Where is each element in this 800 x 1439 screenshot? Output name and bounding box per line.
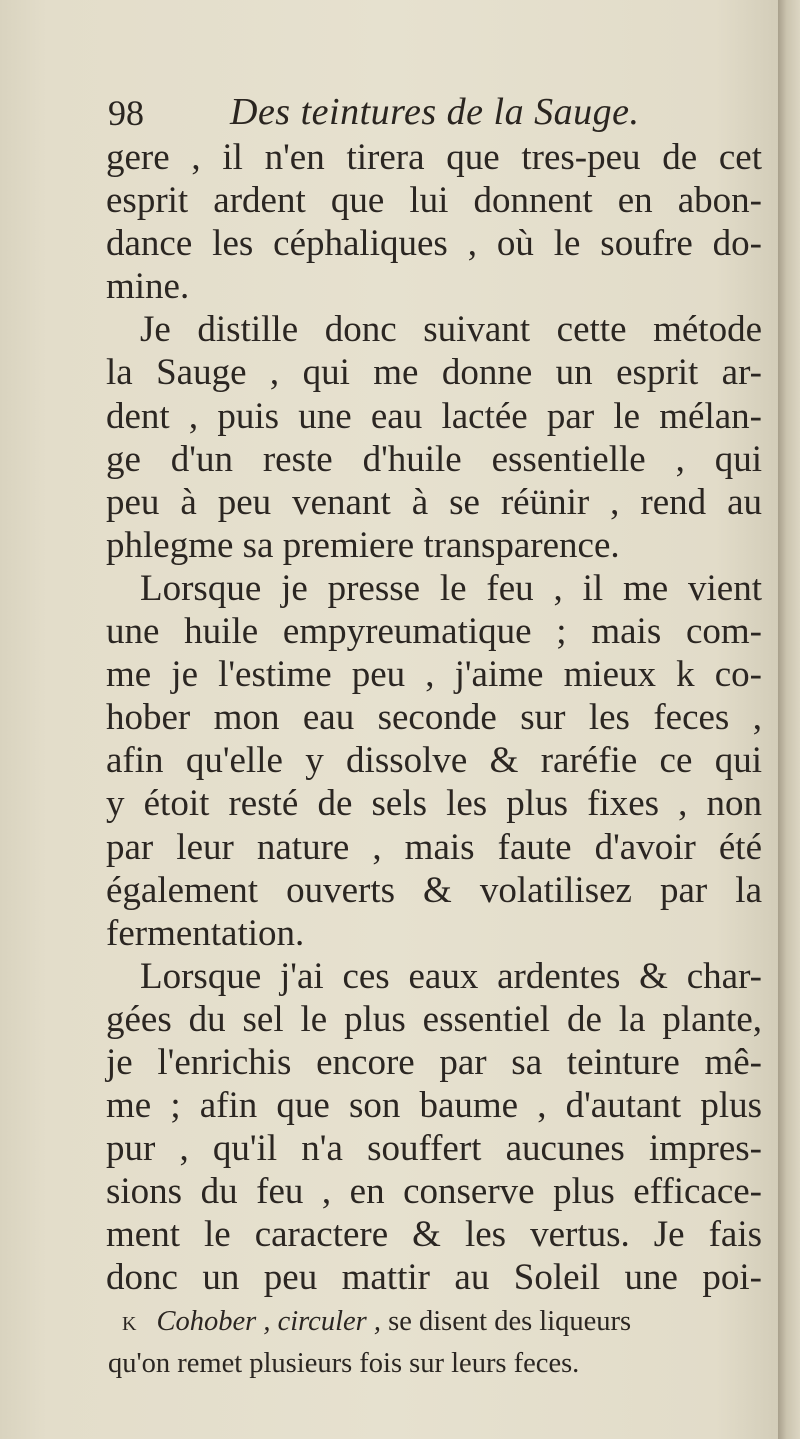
- text-line: ment le caractere & les vertus. Je fais: [106, 1214, 762, 1256]
- text-line: Lorsque j'ai ces eaux ardentes & char-: [140, 955, 762, 997]
- page-number: 98: [108, 93, 144, 133]
- text-line: mine.: [106, 266, 190, 308]
- text-line: également ouverts & volatilisez par la: [106, 869, 762, 911]
- text-line: une huile empyreumatique ; mais com-: [106, 611, 762, 653]
- running-title: Des teintures de la Sauge.: [230, 91, 640, 133]
- text-line: peu à peu venant à se réünir , rend au: [106, 481, 762, 523]
- footnote-text: se disent des liqueurs: [381, 1306, 632, 1337]
- text-line: phlegme sa premiere transparence.: [106, 524, 620, 566]
- text-line: sions du feu , en conserve plus efficace-: [106, 1171, 762, 1213]
- text-line: je l'enrichis encore par sa teinture mê-: [106, 1041, 762, 1083]
- footnote-mark: K: [122, 1313, 137, 1335]
- text-line: esprit ardent que lui donnent en abon-: [106, 180, 762, 222]
- text-line: gere , il n'en tirera que tres-peu de cet: [106, 137, 762, 178]
- text-line: donc un peu mattir au Soleil une poi-: [106, 1257, 762, 1299]
- body-text: [106, 136, 762, 1300]
- text-line: me je l'estime peu , j'aime mieux k co-: [106, 654, 762, 696]
- text-line: pur , qu'il n'a souffert aucunes impres-: [106, 1128, 762, 1170]
- text-line: afin qu'elle y dissolve & raréfie ce qui: [106, 740, 762, 782]
- text-line: la Sauge , qui me donne un esprit ar-: [106, 352, 762, 394]
- footnote-line: qu'on remet plusieurs fois sur leurs feces.: [108, 1348, 580, 1379]
- text-line: Je distille donc suivant cette métode: [140, 309, 762, 351]
- text-line: dance les céphaliques , où le soufre do-: [106, 223, 762, 265]
- footnote-term: Cohober , circuler ,: [156, 1306, 381, 1337]
- text-line: ge d'un reste d'huile essentielle , qui: [106, 438, 762, 480]
- page-header: [108, 90, 748, 136]
- text-line: Lorsque je presse le feu , il me vient: [140, 567, 762, 609]
- page-edge: [778, 0, 800, 1439]
- text-line: me ; afin que son baume , d'autant plus: [106, 1085, 762, 1127]
- text-line: hober mon eau seconde sur les feces ,: [106, 697, 762, 739]
- footnote: [108, 1302, 752, 1384]
- text-line: gées du sel le plus essentiel de la plante,: [106, 998, 762, 1040]
- footnote-line: [108, 1302, 752, 1344]
- text-line: fermentation.: [106, 912, 305, 954]
- text-line: y étoit resté de sels les plus fixes , non: [106, 783, 762, 825]
- text-line: dent , puis une eau lactée par le mélan-: [106, 395, 762, 437]
- text-line: par leur nature , mais faute d'avoir été: [106, 826, 762, 868]
